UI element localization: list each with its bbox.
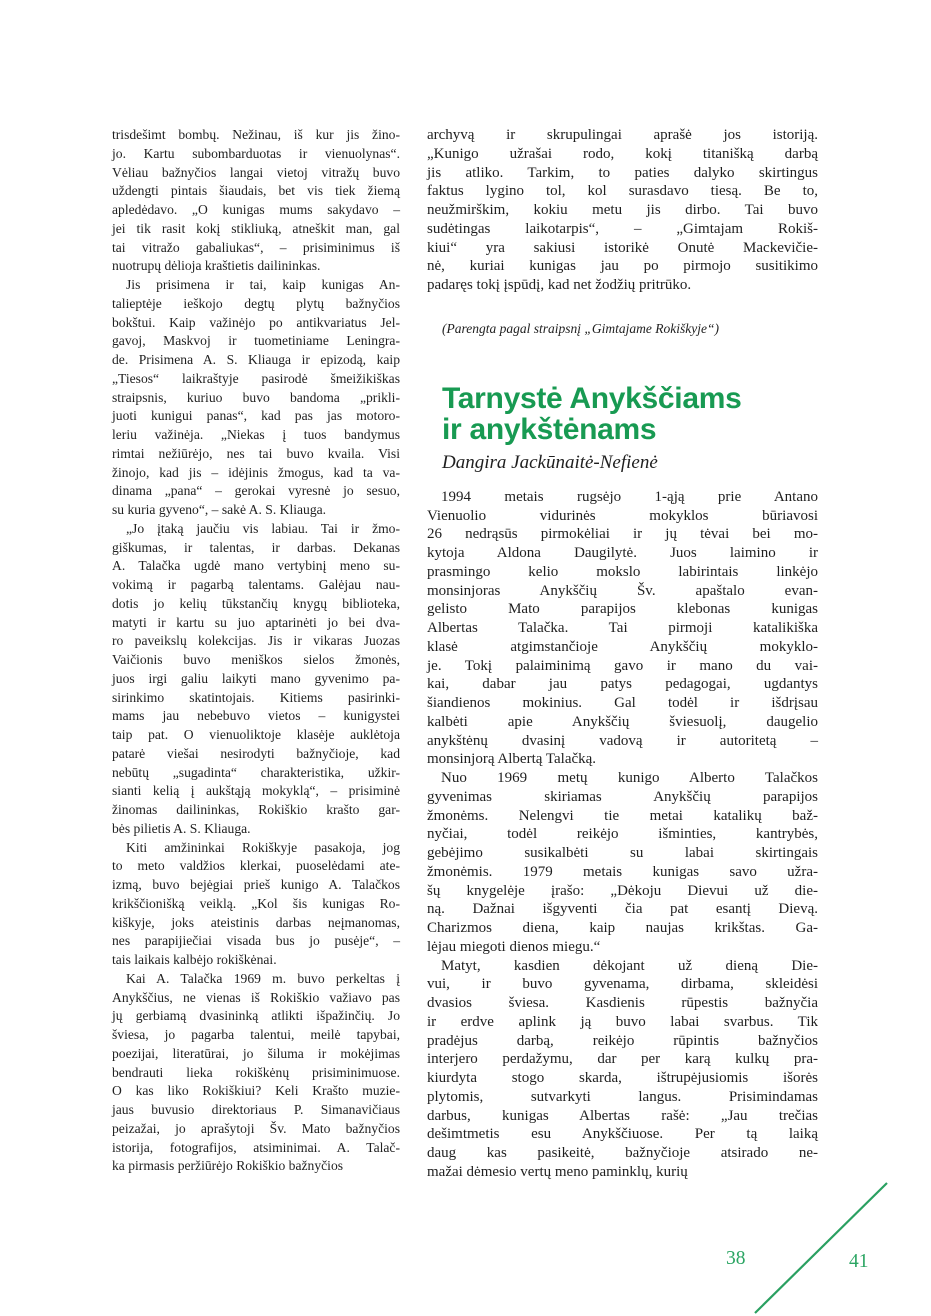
text-line: „Jo įtaką jaučiu vis labiau. Tai ir žmo-: [126, 520, 400, 536]
text-line: kai, dabar jau patys pedagogai, ugdantys: [427, 676, 818, 693]
paragraph: [427, 957, 818, 1182]
left-column: [112, 126, 400, 1176]
text-line: de. Prisimena A. S. Kliauga ir epizodą, kaip: [112, 352, 400, 367]
text-line: A. Talačka ugdė mano vertybinį meno su-: [112, 558, 400, 574]
text-line: Vėliau bažnyčios langai vietoj vitražų buvo: [112, 164, 400, 180]
text-line: nes parapijiečiai visada bus jo pusėje“, –: [112, 933, 400, 949]
text-line: O kas liko Rokiškiui? Keli Krašto muzie-: [112, 1083, 400, 1099]
text-line: jų gerbiamą dvasininką atlikti išpažinčių. Jo: [112, 1008, 400, 1024]
text-line: padaręs tokį įspūdį, kad net žodžių pritrūko.: [427, 277, 692, 293]
text-line: leriu važinėja. „Niekas į tuos bandymus: [112, 427, 400, 442]
text-line: klasė atgimstančioje Anykščių mokyklo-: [427, 638, 818, 655]
text-line: tais laikais kalbėjo rokiškėnai.: [112, 952, 277, 967]
text-line: Matyt, kasdien dėkojant už dieną Die-: [441, 957, 818, 974]
text-line: rimtai nežiūrėjo, nes tai buvo kvaila. Visi: [112, 445, 400, 461]
text-line: ir erdve aplink ją buvo labai svarbus. Tik: [427, 1013, 818, 1030]
text-line: patarė viešai nesirodyti bažnyčioje, kad: [112, 745, 400, 761]
text-line: faktus lygino tol, kol surasdavo tiesą. Be to,: [427, 183, 818, 200]
text-line: ka pirmasis peržiūrėjo Rokiškio bažnyčios: [112, 1158, 344, 1174]
text-line: kalbėti apie Anykščių šviesuolį, daugelio: [427, 713, 818, 730]
text-line: bendrauti lieka rokiškėnų prisiminimuose.: [112, 1064, 400, 1080]
text-line: straipsnis, kuriuo buvo bandoma „prikli-: [112, 389, 400, 405]
text-line: Nuo 1969 metų kunigo Alberto Talačkos: [441, 770, 818, 786]
text-line: tai vitražo gabaliukas“, – prisiminimus iš: [112, 239, 400, 255]
text-line: dotis jo kelių tūkstančių knygų biblioteka,: [112, 595, 400, 611]
text-line: žmonėms. Nelengvi tie metai katalikų baž-: [427, 807, 818, 824]
text-line: interjero perdažymu, dar per karą kulkų pra-: [427, 1051, 818, 1068]
right-column: [427, 126, 818, 1182]
text-line: Albertas Talačka. Tai pirmoji katalikiška: [427, 620, 818, 636]
text-line: ną. Dažnai išgyventi čia pat esantį Dievą.: [427, 901, 818, 918]
text-line: šų knygelėje įrašo: „Dėkoju Dievui už die-: [427, 882, 818, 899]
text-line: Anykščius, ne vienas iš Rokiškio važiavo pas: [112, 989, 400, 1005]
text-line: jis atliko. Tarkim, to paties dalyko skirtingus: [427, 164, 818, 181]
article-title-line: ir anykštėnams: [442, 412, 657, 446]
text-line: „Kunigo užrašai rodo, kokį titanišką darbą: [427, 145, 818, 162]
text-line: archyvą ir skrupulingai aprašė jos istoriją.: [427, 127, 818, 143]
text-line: krikščionišką veiklą. „Kol šis kunigas Ro-: [112, 895, 400, 911]
text-line: vokimą ir pagarbą talentams. Galėjau nau-: [112, 577, 400, 592]
text-line: dinama „pana“ – gerokai vyresnė jo sesuo,: [112, 483, 400, 499]
paragraph: [427, 769, 818, 957]
text-line: kiurdyta stogo skarda, ištrupėjusiomis išorės: [427, 1070, 818, 1086]
text-line: sudėtingas laikotarpis“, – „Gimtajam Rokiš-: [427, 220, 818, 237]
text-line: gavoj, Maskvoj ir tuometiniame Leningra-: [112, 333, 400, 349]
text-line: to meto valdžios klerkai, puoselėdami ate-: [112, 858, 400, 874]
attribution: (Parengta pagal straipsnį „Gimtajame Rokiškyje“): [442, 320, 719, 336]
text-line: dvasios šviesa. Kasdienis rūpestis bažnyčia: [427, 995, 818, 1011]
text-line: jei tik rasit kokį stikliuką, atneškit man, gal: [112, 220, 400, 236]
text-line: žmonėmis. 1979 metais kunigas savo užra-: [427, 863, 818, 880]
text-line: Kiti amžininkai Rokiškyje pasakoja, jog: [126, 839, 400, 855]
article-title-line: Tarnystė Anykščiams: [442, 381, 742, 415]
text-line: istorija, fotografijos, atsiminimai. A. Talač-: [112, 1139, 400, 1155]
text-line: bokštui. Kaip važinėjo po antikvariatus Jel-: [112, 314, 400, 330]
text-line: matyti ir kartu su juo aptarinėti jo bei dva-: [112, 614, 400, 630]
text-line: 26 nedrąsūs pirmokėliai ir jų tėvai bei mo-: [427, 526, 818, 543]
page-number-right: 41: [849, 1251, 869, 1272]
text-line: jaus buvusio direktoriaus P. Simanavičiaus: [112, 1102, 400, 1117]
text-line: nė, kuriai kunigas jau po pirmojo susitikimo: [427, 258, 818, 275]
text-line: sirinkimo skatintojais. Kitiems pasirinki-: [112, 689, 400, 705]
paragraph: [112, 126, 400, 276]
text-line: 1994 metais rugsėjo 1-ąją prie Antano: [441, 488, 818, 505]
text-line: sianti kelią į aukštąją mokyklą“, – prisiminė: [112, 783, 400, 799]
text-line: su kuria gyveno“, – sakė A. S. Kliauga.: [112, 502, 327, 517]
text-line: Kai A. Talačka 1969 m. buvo perkeltas į: [126, 970, 400, 986]
text-line: žinomas dailininkas, Rokiškio krašto gar-: [112, 802, 400, 817]
text-line: gelisto Mato parapijos klebonas kunigas: [427, 601, 818, 618]
text-line: kiui“ yra sakiusi istorikė Onutė Mackevičie-: [427, 239, 818, 256]
text-line: Vaičionis buvo meniškos sielos žmonės,: [112, 652, 400, 667]
text-line: dešimtmetis esu Anykščiuose. Per tą laiką: [427, 1126, 818, 1143]
text-line: mažai dėmesio vertų meno paminklų, kurių: [427, 1163, 688, 1180]
text-line: trisdešimt bombų. Nežinau, iš kur jis žino-: [112, 127, 400, 142]
paragraph: [112, 520, 400, 839]
text-line: ro paveikslų kolekcijas. Jis ir vikaras Juozas: [112, 633, 400, 649]
text-line: mams jau nebebuvo vietos – kunigystei: [112, 708, 400, 724]
text-line: jo. Kartu subombarduotas ir vienuolynas“.: [112, 145, 400, 161]
text-line: šviesa, jo pagarba talentui, meilė tapybai,: [112, 1027, 400, 1042]
text-line: anykštėnų dvasinį vadovą ir autoritetą –: [427, 732, 818, 749]
text-line: bės pilietis A. S. Kliauga.: [112, 820, 251, 836]
text-line: talieptėje ieškojo degtų plytų bažnyčios: [112, 295, 400, 311]
text-line: žinojo, kad jis – idėjinis žmogus, kad ta va-: [112, 464, 400, 480]
paragraph: [427, 488, 818, 769]
text-line: pradėjus darbą, reikėjo rūpintis bažnyčios: [427, 1032, 818, 1049]
text-line: uždengti pintais šiaudais, bet vis tiek žiemą: [112, 183, 400, 199]
text-line: Vienuolio vidurinės mokyklos būriavosi: [427, 507, 818, 524]
text-line: Charizmos diena, kaip naujas krikštas. Ga-: [427, 920, 818, 936]
text-line: kiškyje, joks ateistinis darbas neįmanomas,: [112, 914, 400, 930]
text-line: vui, ir buvo gyvenama, dirbama, skleidėsi: [427, 976, 818, 993]
paragraph: [427, 126, 818, 295]
diagonal-rule-icon: [745, 1175, 895, 1316]
text-line: nuotrupų dėlioja kraštietis dailininkas.: [112, 258, 321, 274]
text-line: daug kas pasikeitė, bažnyčioje atsirado ne-: [427, 1145, 818, 1161]
paragraph: [112, 839, 400, 970]
text-line: nebūtų „sugadinta“ charakteristika, užkir-: [112, 764, 400, 780]
text-line: juos irgi galiu laikyti mano gyvenimo pa-: [112, 670, 400, 686]
text-line: gyvenimas skiriamas Anykščių parapijos: [427, 788, 818, 805]
text-line: prasmingo kelio mokslo labirintais linkėjo: [427, 563, 818, 580]
page-number-left: 38: [726, 1248, 746, 1269]
text-line: nyčiai, todėl reikėjo išminties, kantrybės,: [427, 826, 818, 843]
paragraph: [112, 970, 400, 1176]
text-line: kytoja Aldona Daugilytė. Juos laimino ir: [427, 545, 818, 561]
text-line: plytomis, sutvarkyti langus. Prisimindamas: [427, 1088, 818, 1105]
paragraph: [112, 276, 400, 520]
text-line: poezijai, literatūrai, jo šiluma ir mokėjimas: [112, 1045, 400, 1061]
text-line: je. Tokį palaiminimą gavo ir mano du vai-: [427, 657, 818, 674]
text-line: izmą, buvo bejėgiai prieš kunigo A. Talačkos: [112, 877, 400, 892]
text-line: taip pat. O vienuoliktoje klasėje auklėtoja: [112, 727, 400, 742]
text-line: monsinjorą Albertą Talačką.: [427, 751, 597, 768]
text-line: giškumas, ir talentas, ir darbas. Dekanas: [112, 539, 400, 555]
text-line: Jis prisimena ir tai, kaip kunigas An-: [126, 277, 400, 292]
text-line: juoti kunigui panas“, kad pas jas motoro-: [112, 408, 400, 424]
text-line: lėjau miegoti dienos miegu.“: [427, 938, 601, 955]
text-line: monsinjoras Anykščių Šv. apaštalo evan-: [427, 582, 818, 599]
text-line: peizažai, jo aprašytoji Šv. Mato bažnyčios: [112, 1120, 400, 1136]
text-line: darbus, kunigas Albertas rašė: „Jau trečias: [427, 1107, 818, 1124]
text-line: apledėdavo. „O kunigas mums sakydavo –: [112, 202, 400, 217]
text-line: gebėjimo susikalbėti su labai skirtingais: [427, 845, 818, 861]
author: Dangira Jackūnaitė-Nefienė: [442, 451, 658, 473]
text-line: šiandienos mokinius. Gal todėl ir išdrįsau: [427, 695, 818, 711]
text-line: „Tiesos“ laikraštyje pasirodė šmeižikiškas: [112, 370, 400, 386]
text-line: neužmirškim, kokiu metu jis dirbo. Tai buvo: [427, 202, 818, 218]
heading: [442, 383, 818, 445]
